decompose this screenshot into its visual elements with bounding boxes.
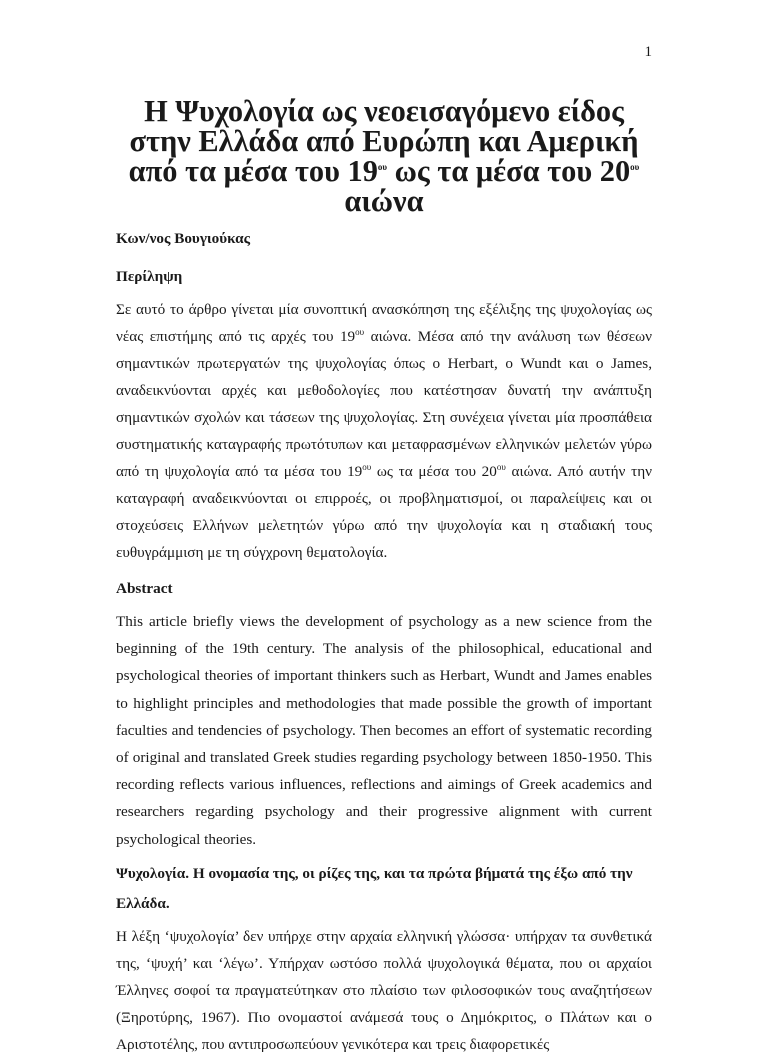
summary-text: ως τα μέσα του 20	[371, 463, 497, 480]
title-text: ως τα μέσα του 20	[387, 154, 631, 188]
summary-paragraph	[116, 296, 652, 566]
title-line-1: Η Ψυχολογία ως νεοεισαγόμενο είδος στην Ελλάδα από Ευρώπη και Αμερική	[129, 94, 639, 158]
summary-text: αιώνα. Από αυτήν την καταγραφή αναδεικνύονται οι επιρροές, οι προβληματισμοί, οι παραλείψεις και οι στοχεύσεις Ελλήνων μελετητών γύρω από την ψυχολογία και η σταδιακή τους ευθυγράμμιση με τη σύγχρονη θεματολογία.	[116, 463, 652, 561]
summary-text: Σε αυτό το άρθρο γίνεται μία συνοπτική ανασκόπηση της εξέλιξης της ψυχολογίας ως νέας επιστήμης από τις αρχές του 19	[116, 301, 652, 345]
title-line-2	[129, 154, 640, 218]
superscript: ου	[496, 461, 506, 472]
author-name: Κων/νος Βουγιούκας	[116, 230, 250, 247]
page-number: 1	[644, 44, 652, 60]
title-text: αιώνα	[344, 184, 424, 218]
superscript: ου	[362, 461, 372, 472]
document-body	[116, 96, 652, 1062]
summary-heading: Περίληψη	[116, 268, 183, 285]
abstract-heading: Abstract	[116, 580, 173, 597]
superscript: ου	[377, 161, 388, 172]
title-text: από τα μέσα του 19	[128, 154, 378, 188]
section-paragraph: Η λέξη ‘ψυχολογία’ δεν υπήρχε στην αρχαία ελληνική γλώσσα· υπήρχαν τα συνθετικά της, ‘ψυχή’ και ‘λέγω’. Υπήρχαν ωστόσο πολλά ψυχολογικά θέματα, που οι αρχαίοι Έλληνες σοφοί τα πραγματεύτηκαν στο πλαίσιο των φιλοσοφικών τους αναζητήσεων (Ξηροτύρης, 1967). Πιο ονομαστοί ανάμεσά τους ο Δημόκριτος, ο Πλάτων και ο Αριστοτέλης, που αντιπροσωπεύουν γενικότερα και τρεις διαφορετικές	[116, 927, 652, 1053]
section-heading: Ψυχολογία. Η ονομασία της, οι ρίζες της, και τα πρώτα βήματά της έξω από την Ελλάδα.	[116, 864, 633, 912]
superscript: ου	[355, 326, 365, 337]
superscript: ου	[630, 161, 640, 172]
abstract-paragraph: This article briefly views the development of psychology as a new science from the beginning of the 19th century. The analysis of the philosophical, educational and psychological theories of important thinkers such as Herbart, Wundt and James enables to highlight principles and methodologies that made possible the growth of important faculties and tendencies of psychology. Then becomes an effort of systematic recording of original and translated Greek studies regarding psychology between 1850-1950. This recording reflects various influences, reflections and aimings of Greek academics and researchers regarding psychology and their progressive alignment with current psychological theories.	[116, 613, 652, 848]
paper-title	[116, 96, 652, 216]
summary-text: αιώνα. Μέσα από την ανάλυση των θέσεων σημαντικών πρωτεργατών της ψυχολογίας όπως ο Herbart, ο Wundt και ο James, αναδεικνύονται αρχές και μεθοδολογίες που κατέστησαν δυνατή την ανάπτυξη σημαντικών σχολών και τάσεων της ψυχολογίας. Στη συνέχεια γίνεται μία προσπάθεια συστηματικής καταγραφής πρωτότυπων και μεταφρασμένων ελληνικών μελετών γύρω από τη ψυχολογία από τα μέσα του 19	[116, 328, 652, 480]
